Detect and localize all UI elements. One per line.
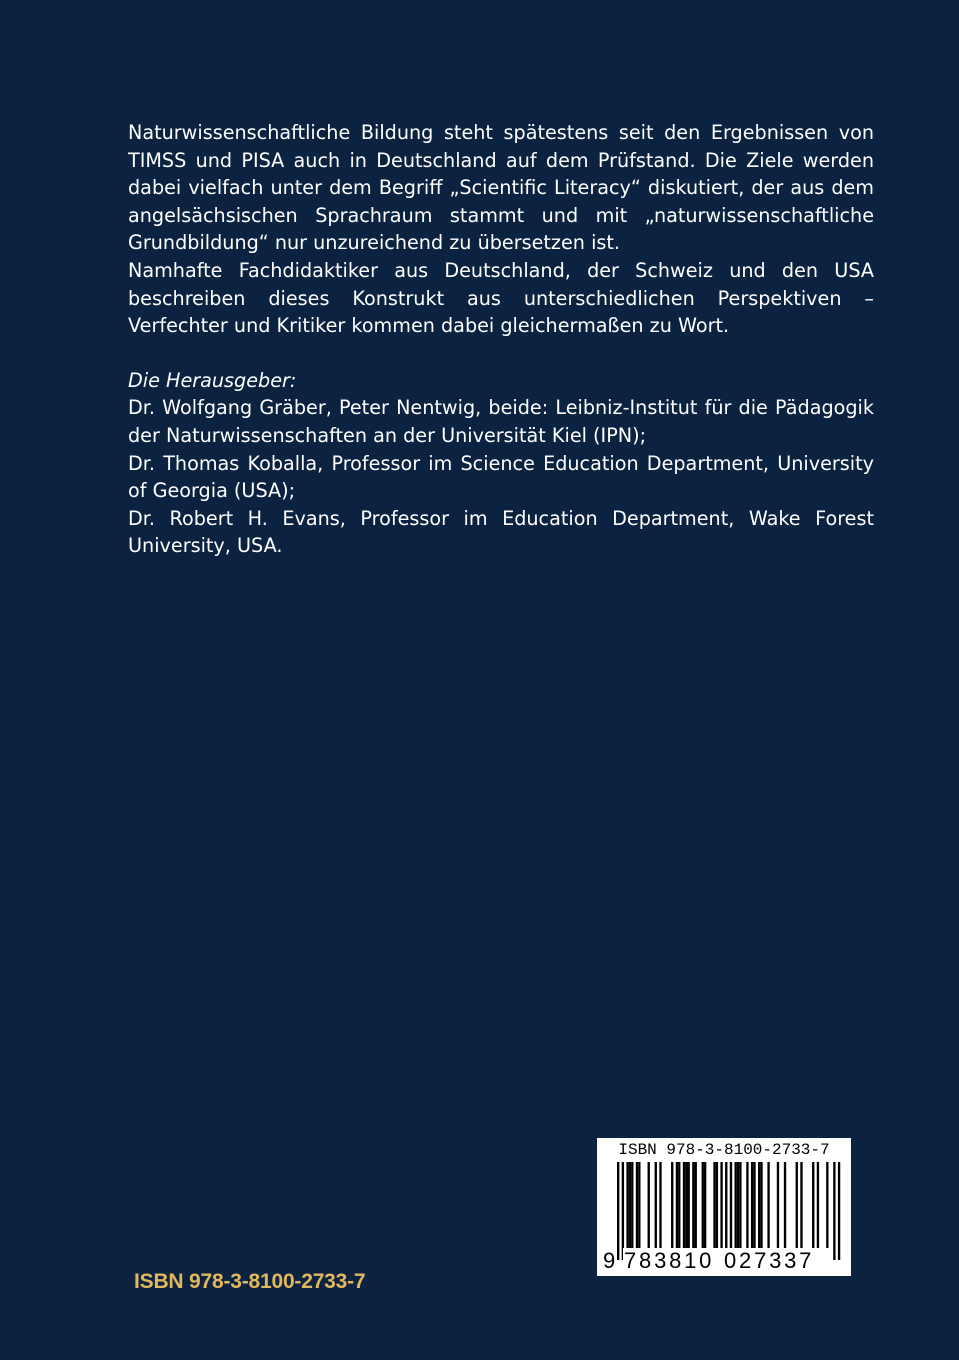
barcode-bar (702, 1162, 704, 1248)
barcode-bar (753, 1162, 755, 1248)
barcode-bar (685, 1162, 687, 1248)
barcode-bar (716, 1162, 718, 1248)
barcode-bar (636, 1162, 638, 1248)
barcode-bar (735, 1162, 737, 1248)
barcode-bar (648, 1162, 650, 1248)
barcode-bar (800, 1162, 802, 1248)
editor-entry-2: Dr. Thomas Koballa, Professor im Science Education Department, University of Georgia (USA); (128, 451, 874, 503)
barcode-bar (626, 1162, 628, 1248)
barcode-bar (760, 1162, 762, 1248)
barcode-bar (758, 1162, 760, 1248)
barcode-bar (796, 1162, 798, 1248)
barcode-bar (678, 1162, 680, 1248)
barcode-bar (812, 1162, 814, 1248)
barcode-bar (817, 1162, 819, 1248)
barcode-bar (751, 1162, 753, 1248)
barcode-bar (784, 1162, 786, 1248)
editor-entry-1: Dr. Wolfgang Gräber, Peter Nentwig, beide: Leibniz-Institut für die Pädagogik der Naturwissenschaften an der Universität Kiel (IPN); (128, 396, 874, 447)
barcode-bar (739, 1162, 741, 1248)
barcode-bar (676, 1162, 678, 1248)
barcode-bar (655, 1162, 657, 1248)
barcode-bar (622, 1162, 624, 1260)
barcode-bar (777, 1162, 779, 1248)
barcode-bar (826, 1162, 828, 1248)
barcode-isbn-label: ISBN 978-3-8100-2733-7 (618, 1141, 830, 1159)
barcode-bar (767, 1162, 769, 1248)
editor-entry-3: Dr. Robert H. Evans, Professor im Education Department, Wake Forest University, USA. (128, 506, 874, 558)
barcode-bar (659, 1162, 661, 1248)
barcode-bar (746, 1162, 748, 1248)
barcode-digit-group-1: 783810 (624, 1248, 715, 1273)
isbn-barcode (597, 1138, 851, 1276)
isbn-footer: ISBN 978-3-8100-2733-7 (134, 1270, 366, 1293)
barcode-bar (683, 1162, 685, 1248)
barcode-bar (725, 1162, 727, 1260)
barcode-bar (671, 1162, 673, 1248)
barcode-bar (688, 1162, 690, 1248)
barcode-digit-first: 9 (603, 1248, 616, 1273)
barcode-bar (631, 1162, 633, 1248)
barcode-bar (737, 1162, 739, 1248)
barcode-bar (629, 1162, 631, 1248)
editors-heading: Die Herausgeber: (128, 368, 297, 392)
barcode-bar (638, 1162, 640, 1248)
back-cover-blurb (128, 119, 874, 560)
description-paragraph-1: Naturwissenschaftliche Bildung steht spätestens seit den Ergebnissen von TIMSS und PISA auch in Deutschland auf dem Prüfstand. Die Ziele werden dabei vielfach unter dem Begriff „Scientific Literacy“ diskutiert, der aus dem angelsächsischen Sprachraum stammt und mit „naturwissenschaftliche Grundbildung“ nur unzureichend zu übersetzen ist. (128, 121, 874, 255)
barcode-bar (713, 1162, 715, 1248)
barcode-bar (730, 1162, 732, 1260)
barcode-bar (692, 1162, 694, 1248)
barcode-bar (833, 1162, 835, 1260)
barcode-bar (695, 1162, 697, 1248)
barcode-bar (704, 1162, 706, 1248)
description-paragraph-2: Namhafte Fachdidaktiker aus Deutschland, der Schweiz und den USA beschreiben dieses Konstrukt aus unterschiedlichen Perspektiven – Verfechter und Kritiker kommen dabei gleichermaßen zu Wort. (128, 258, 874, 338)
barcode-bar (617, 1162, 619, 1260)
barcode-digit-group-2: 027337 (724, 1248, 815, 1273)
barcode-bar (838, 1162, 840, 1260)
barcode-bars (597, 1162, 851, 1262)
barcode-bar (720, 1162, 722, 1248)
